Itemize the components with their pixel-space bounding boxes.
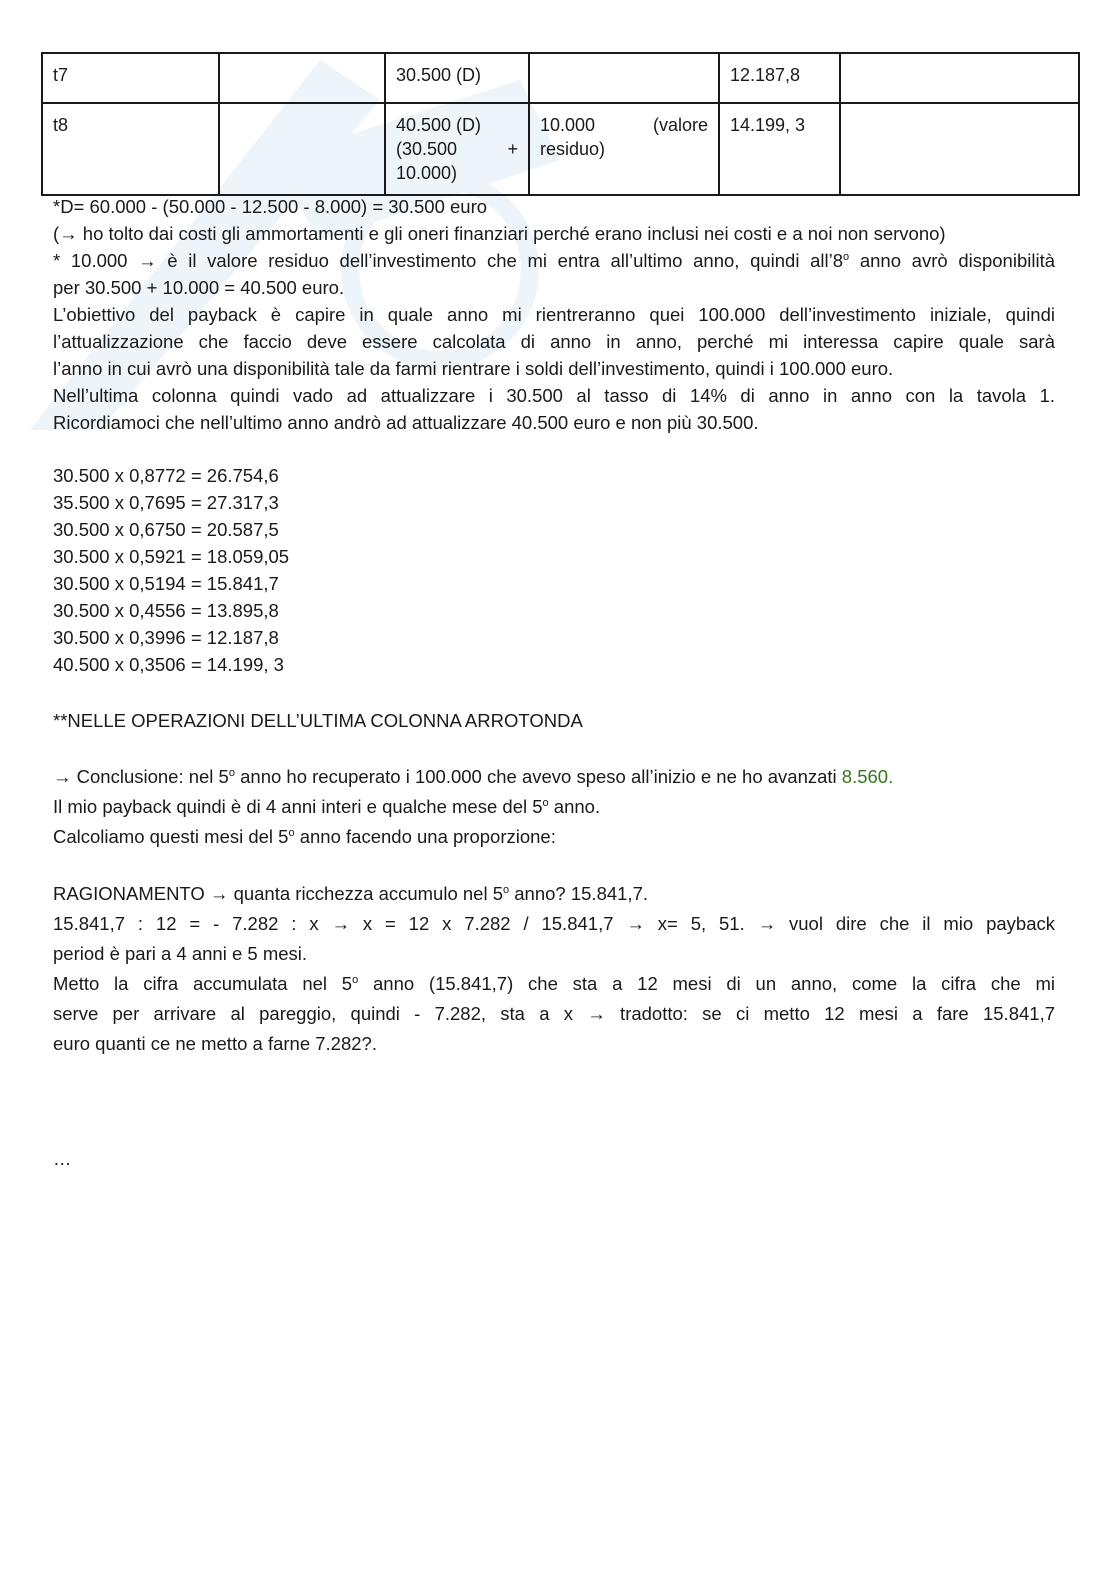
calculation-line: 30.500 x 0,6750 = 20.587,5 <box>53 519 279 540</box>
text-line: euro quanti ce ne metto a farne 7.282?. <box>53 1033 377 1054</box>
calculation-line: 35.500 x 0,7695 = 27.317,3 <box>53 492 279 513</box>
text-line: l’attualizzazione che faccio deve essere calcolata di anno in anno, perché mi interessa capire quale sarà <box>53 331 1055 352</box>
text-line: serve per arrivare al pareggio, quindi - 7.282, sta a x → tradotto: se ci metto 12 mesi a fare 15.841,7 <box>53 1003 1055 1024</box>
cash-flow-table <box>41 52 1080 196</box>
empty-cell <box>840 53 1079 103</box>
text-line: * 10.000 → è il valore residuo dell’investimento che mi entra all’ultimo anno, quindi all’8$^o$ anno avrò disponibilità <box>53 250 1055 271</box>
residual-cell: 10.000 (valore residuo) <box>529 103 719 195</box>
surplus-value: 8.560. <box>841 766 894 787</box>
residual-cell <box>529 53 719 103</box>
period-cell: t8 <box>42 103 219 195</box>
table-row <box>42 103 1079 195</box>
empty-cell <box>219 53 385 103</box>
rounding-note: **NELLE OPERAZIONI DELL’ULTIMA COLONNA ARROTONDA <box>53 710 583 731</box>
intro-paragraph <box>53 193 1055 436</box>
empty-cell <box>219 103 385 195</box>
calculation-line: 30.500 x 0,8772 = 26.754,6 <box>53 465 279 486</box>
conclusion-paragraph <box>53 762 1055 852</box>
discounted-value-cell: 12.187,8 <box>719 53 840 103</box>
discounted-value-cell: 14.199, 3 <box>719 103 840 195</box>
text-line: l’anno in cui avrò una disponibilità tale da farmi rientrare i soldi dell’investimento, quindi i 100.000 euro. <box>53 358 894 379</box>
text-line: per 30.500 + 10.000 = 40.500 euro. <box>53 277 345 298</box>
cash-flow-cell: 40.500 (D) (30.500 + 10.000) <box>385 103 529 195</box>
calculation-line: 40.500 x 0,3506 = 14.199, 3 <box>53 654 284 675</box>
calculation-line: 30.500 x 0,5921 = 18.059,05 <box>53 546 290 567</box>
table-row <box>42 53 1079 103</box>
text-line: RAGIONAMENTO → quanta ricchezza accumulo nel 5$^o$ anno? 15.841,7. <box>53 883 649 904</box>
reasoning-paragraph <box>53 879 1055 1059</box>
text-line: Nell’ultima colonna quindi vado ad attualizzare i 30.500 al tasso di 14% di anno in anno con la tavola 1. <box>53 385 1055 406</box>
text-line: → Conclusione: nel 5$^o$ anno ho recuperato i 100.000 che avevo speso all’inizio e ne ho avanzati 8.560. <box>53 766 894 787</box>
calculation-line: 30.500 x 0,5194 = 15.841,7 <box>53 573 279 594</box>
calculation-line: 30.500 x 0,4556 = 13.895,8 <box>53 600 279 621</box>
empty-cell <box>840 103 1079 195</box>
ellipsis: … <box>53 1148 72 1169</box>
text-line: Calcoliamo questi mesi del 5$^o$ anno facendo una proporzione: <box>53 826 556 847</box>
cash-flow-cell: 30.500 (D) <box>385 53 529 103</box>
text-line: L’obiettivo del payback è capire in quale anno mi rientreranno quei 100.000 dell’investimento iniziale, quindi <box>53 304 1055 325</box>
text-line: Metto la cifra accumulata nel 5$^o$ anno (15.841,7) che sta a 12 mesi di un anno, come la cifra che mi <box>53 973 1055 994</box>
text-line: 15.841,7 : 12 = - 7.282 : x → x = 12 x 7.282 / 15.841,7 → x= 5, 51. → vuol dire che il mio payback <box>53 913 1055 934</box>
text-line: (→ ho tolto dai costi gli ammortamenti e gli oneri finanziari perché erano inclusi nei costi e a noi non servono) <box>53 223 946 244</box>
text-line: Il mio payback quindi è di 4 anni interi e qualche mese del 5$^o$ anno. <box>53 796 601 817</box>
calculation-list <box>53 462 289 678</box>
calculation-line: 30.500 x 0,3996 = 12.187,8 <box>53 627 279 648</box>
period-cell: t7 <box>42 53 219 103</box>
text-line: *D= 60.000 - (50.000 - 12.500 - 8.000) = 30.500 euro <box>53 196 488 217</box>
text-line: period è pari a 4 anni e 5 mesi. <box>53 943 308 964</box>
text-line: Ricordiamoci che nell’ultimo anno andrò ad attualizzare 40.500 euro e non più 30.500. <box>53 412 759 433</box>
